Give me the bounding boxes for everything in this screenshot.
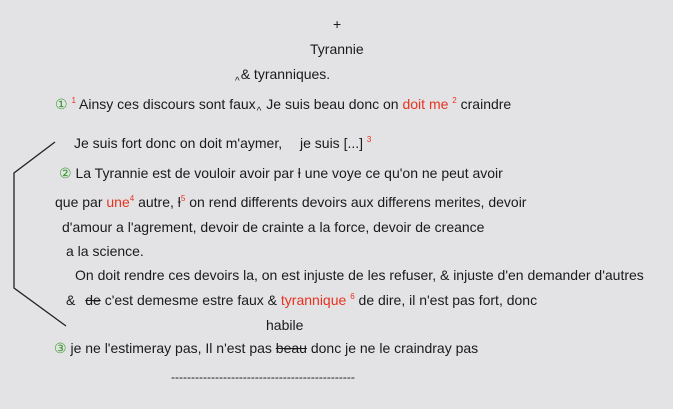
- note-2: 2: [452, 96, 457, 105]
- insertion-mark: ƚ: [297, 165, 301, 181]
- struck-word-beau: beau: [275, 340, 307, 356]
- line-10-text-b: donc je ne le craindray pas: [310, 340, 479, 356]
- line-2-text-a: Je suis fort donc on doit m'aymer,: [74, 135, 283, 151]
- line-1-text-c: craindre: [460, 96, 512, 112]
- line-7: On doit rendre ces devoirs la, on est injuste de les refuser, & injuste d'en demander d'autres: [75, 267, 644, 283]
- line-3-text-b: une voye ce qu'on ne peut avoir: [304, 165, 503, 181]
- line-8: [66, 292, 537, 309]
- line-10: [54, 340, 478, 357]
- tyranniques-text: & tyranniques.: [240, 66, 331, 82]
- circled-number-3: ③: [54, 340, 67, 356]
- insertion-caret: ^: [256, 106, 262, 117]
- line-6: a la science.: [66, 243, 144, 259]
- note-4: 4: [129, 194, 135, 203]
- line-9: habile: [266, 317, 304, 333]
- line-3: [59, 165, 503, 182]
- line-4-text-c: on rend differents devoirs aux differens merites, devoir: [189, 194, 527, 210]
- note-3: 3: [366, 135, 372, 144]
- line-4: [55, 194, 526, 211]
- line-10-text-a: je ne l'estimeray pas, Il n'est pas: [70, 340, 272, 356]
- line-1-red: doit me: [402, 96, 449, 112]
- line-1-text-b: Je suis beau donc on: [266, 96, 399, 112]
- insertion-mark: ƚ: [177, 194, 181, 210]
- line-5: d'amour a l'agrement, devoir de crainte a la force, devoir de creance: [62, 219, 485, 235]
- line-2: [74, 135, 371, 152]
- line-8-red: tyrannique: [280, 292, 347, 308]
- line-tyranniques: [234, 66, 330, 85]
- line-1: [55, 96, 511, 115]
- separator-dashes: ----------------------------------------------: [171, 370, 355, 384]
- line-4-text-a: que par: [55, 194, 103, 210]
- line-8-text-b: de dire, il n'est pas fort, donc: [358, 292, 538, 308]
- circled-number-2: ②: [59, 165, 72, 181]
- line-1-text-a: Ainsy ces discours sont faux: [79, 96, 256, 112]
- circled-number-1: ①: [55, 96, 68, 112]
- line-8-amp: &: [66, 292, 76, 308]
- line-8-text-a: c'est demesme estre faux &: [104, 292, 278, 308]
- line-4-text-b: autre,: [138, 194, 174, 210]
- heading-tyrannie: Tyrannie: [310, 41, 364, 57]
- insertion-plus: +: [333, 16, 342, 32]
- line-3-text-a: La Tyrannie est de vouloir avoir par: [75, 165, 294, 181]
- note-6: 6: [350, 292, 355, 301]
- note-1: 1: [71, 96, 76, 105]
- line-2-text-b: je suis [...]: [300, 135, 364, 151]
- struck-word-de: de: [85, 292, 101, 308]
- insertion-caret: ^: [235, 76, 240, 87]
- line-4-red: une: [106, 194, 130, 210]
- note-5: 5: [180, 194, 186, 203]
